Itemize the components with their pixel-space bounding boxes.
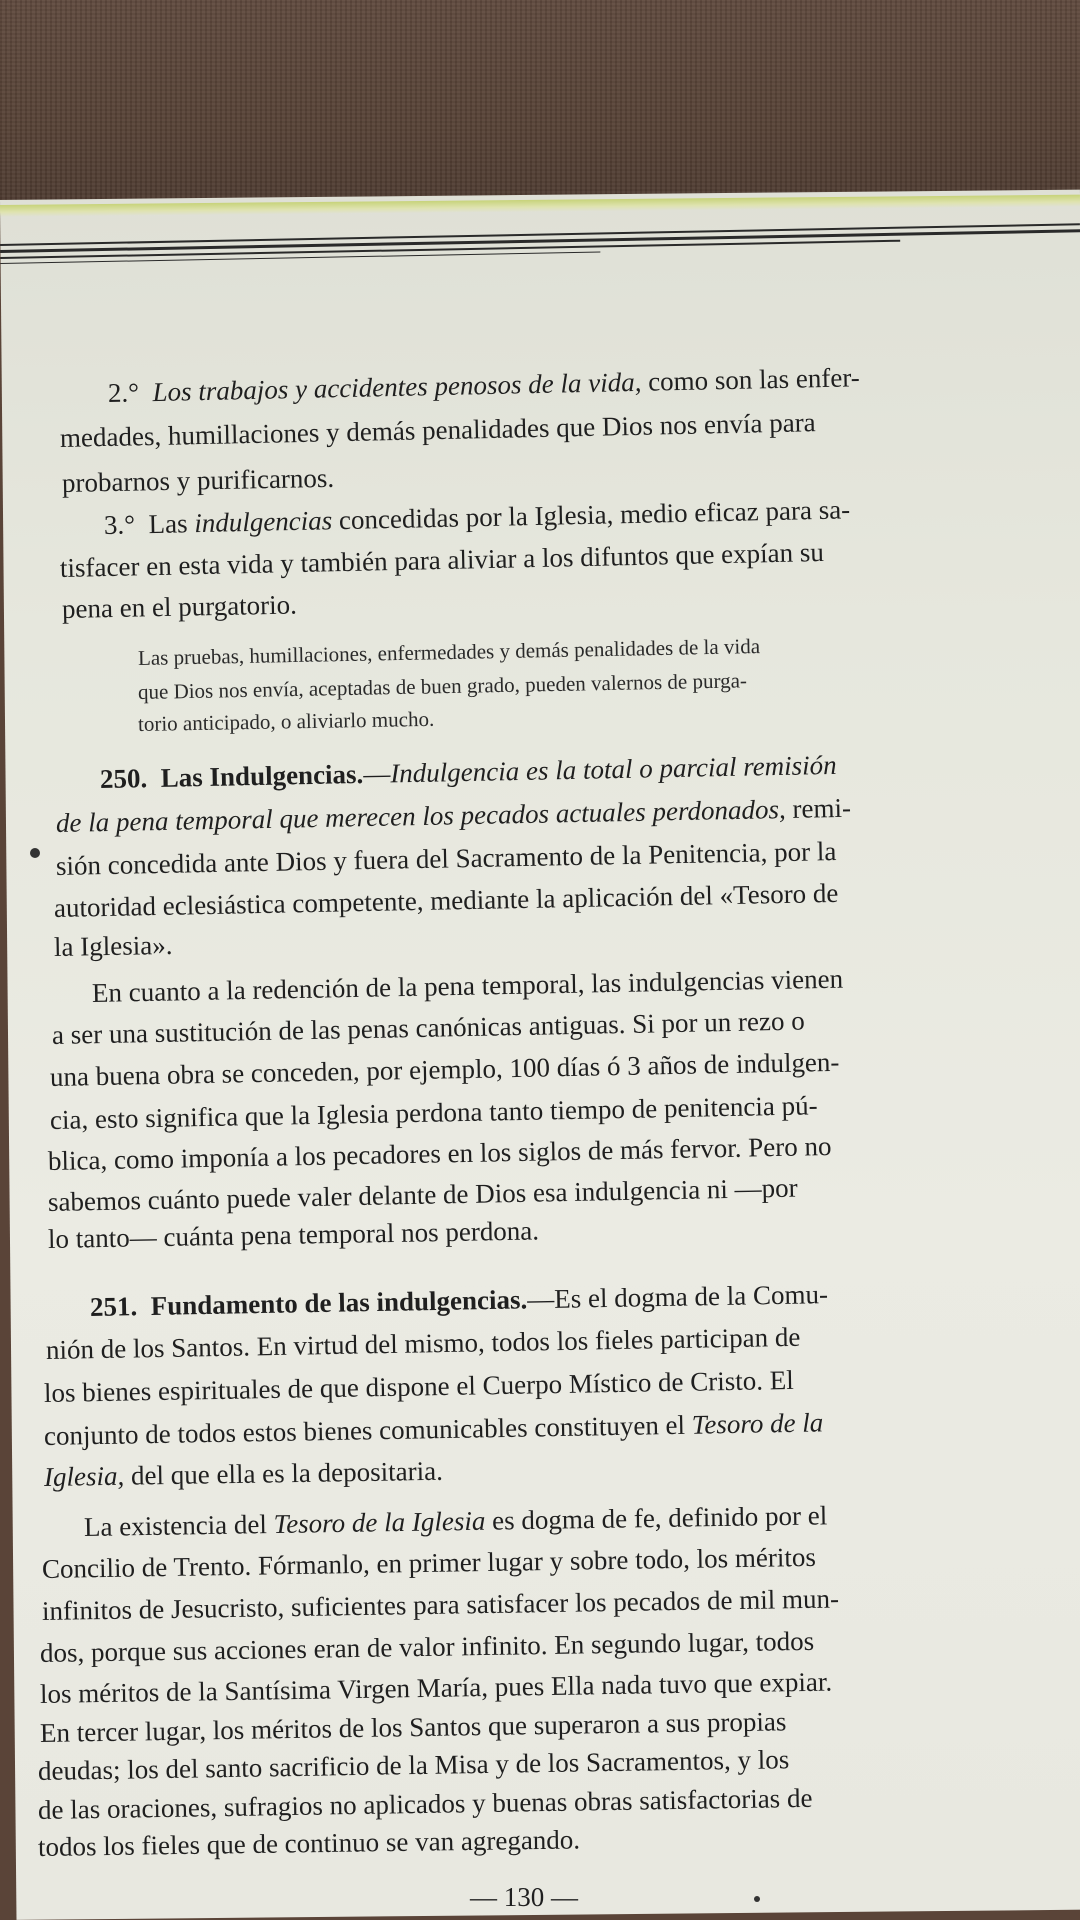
sec250-p2-line3: una buena obra se conceden, por ejemplo, 100 días ó 3 años de indulgen- <box>49 1046 840 1092</box>
item2-line3: probarnos y purificarnos. <box>61 462 335 498</box>
sec251-heading-line: 251. Fundamento de las indulgencias.—Es el dogma de la Comu- <box>89 1279 829 1322</box>
sec250-p2-line6: sabemos cuánto puede valer delante de Dios esa indulgencia ni —por <box>47 1172 798 1217</box>
margin-mark <box>30 848 40 858</box>
sec250-line3: sión concedida ante Dios y fuera del Sacramento de la Penitencia, por la <box>55 836 837 881</box>
sec251-p2-line5: los méritos de la Santísima Virgen María, pues Ella nada tuvo que expiar. <box>39 1666 833 1709</box>
sec251-p2-line7: deudas; los del santo sacrificio de la Misa y de los Sacramentos, y los <box>37 1744 790 1786</box>
sec251-line2: nión de los Santos. En virtud del mismo, todos los fieles participan de <box>45 1321 801 1365</box>
sec250-p2-line4: cia, esto significa que la Iglesia perdona tanto tiempo de penitencia pú- <box>49 1090 818 1135</box>
sec251-p2-line1: La existencia del Tesoro de la Iglesia es dogma de fe, definido por el <box>83 1500 828 1542</box>
sec251-p2-line6: En tercer lugar, los méritos de los Santos que superaron a sus propias <box>39 1706 787 1748</box>
item3-line2: tisfacer en esta vida y también para aliviar a los difuntos que expían su <box>59 537 825 583</box>
sec250-line5: la Iglesia». <box>53 929 173 962</box>
note-line2: que Dios nos envía, aceptadas de buen grado, pueden valernos de purga- <box>137 668 748 704</box>
sec250-p2-line1: En cuanto a la redención de la pena temporal, las indulgencias vienen <box>91 963 844 1008</box>
sec251-line5: Iglesia, del que ella es la depositaria. <box>43 1455 444 1492</box>
sec250-p2-line7: lo tanto— cuánta pena temporal nos perdona. <box>47 1215 540 1254</box>
sec251-p2-line9: todos los fieles que de continuo se van agregando. <box>37 1824 581 1862</box>
item2-line2: medades, humillaciones y demás penalidades que Dios nos envía para <box>59 407 816 453</box>
note-line1: Las pruebas, humillaciones, enfermedades y demás penalidades de la vida <box>137 634 761 670</box>
item2-line1: 2.° Los trabajos y accidentes penosos de la vida, como son las enfer- <box>107 362 861 408</box>
sec251-p2-line2: Concilio de Trento. Fórmanlo, en primer lugar y sobre todo, los méritos <box>41 1541 817 1584</box>
specks <box>754 1896 760 1902</box>
sec250-p2-line5: blica, como imponía a los pecadores en los siglos de más fervor. Pero no <box>47 1130 832 1176</box>
sec250-line2: de la pena temporal que merecen los pecados actuales perdonados, remi- <box>55 792 852 838</box>
item3-line1: 3.° Las indulgencias concedidas por la Iglesia, medio eficaz para sa- <box>103 494 851 540</box>
sec251-p2-line4: dos, porque sus acciones eran de valor infinito. En segundo lugar, todos <box>39 1625 815 1668</box>
item3-line3: pena en el purgatorio. <box>61 589 298 624</box>
sec250-heading-line: 250. Las Indulgencias.—Indulgencia es la total o parcial remisión <box>99 749 837 794</box>
sec250-p2-line2: a ser una sustitución de las penas canónicas antiguas. Si por un rezo o <box>51 1005 805 1050</box>
sec251-p2-line8: de las oraciones, sufragios no aplicados y buenas obras satisfactorias de <box>37 1782 813 1825</box>
note-line3: torio anticipado, o aliviarlo mucho. <box>137 706 435 736</box>
page-number: — 130 — <box>470 1882 578 1912</box>
sec251-line3: los bienes espirituales de que dispone el Cuerpo Místico de Cristo. El <box>43 1364 795 1408</box>
sec251-p2-line3: infinitos de Jesucristo, suficientes para satisfacer los pecados de mil mun- <box>41 1583 840 1626</box>
sec250-line4: autoridad eclesiástica competente, mediante la aplicación del «Tesoro de <box>53 877 839 923</box>
sec251-line4: conjunto de todos estos bienes comunicables constituyen el Tesoro de la <box>43 1407 824 1451</box>
